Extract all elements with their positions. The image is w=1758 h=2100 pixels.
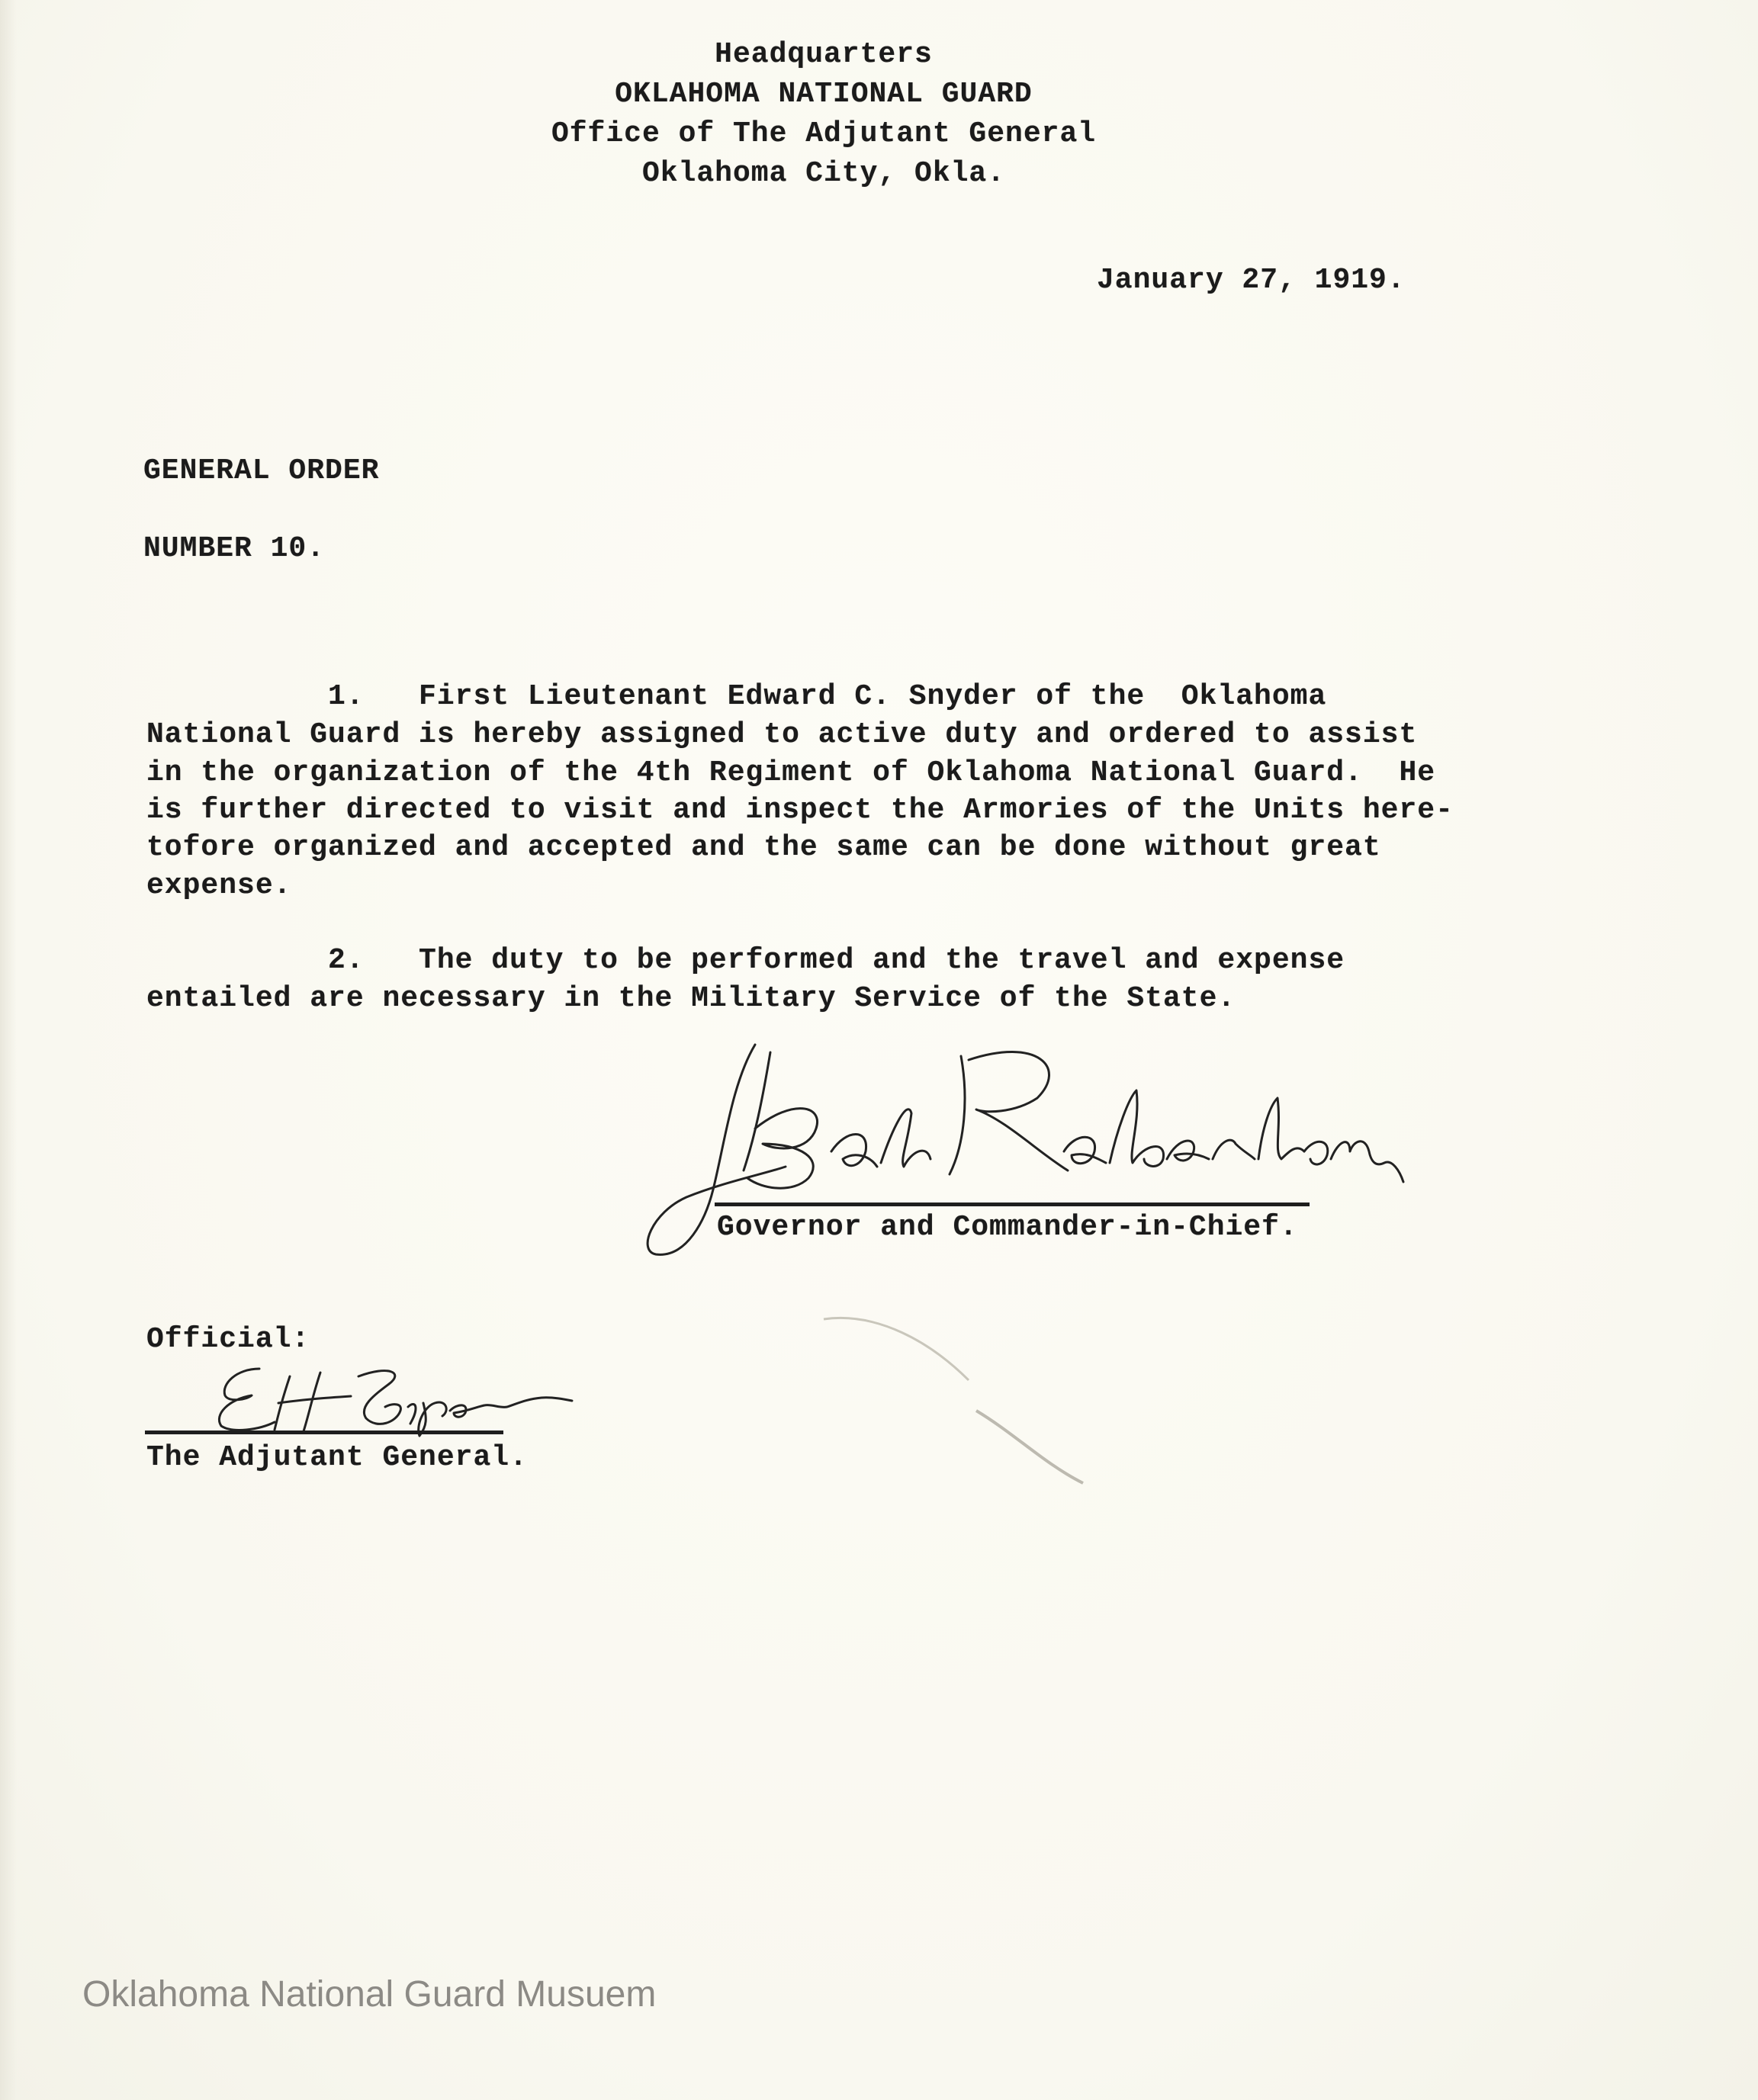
adjutant-signature-line (145, 1431, 503, 1434)
page-edge-shadow (0, 0, 17, 2100)
official-label: Official: (146, 1323, 310, 1356)
letterhead-office: Office of The Adjutant General (551, 117, 1097, 150)
paragraph-line: in the organization of the 4th Regiment of Oklahoma National Guard. He (146, 756, 1436, 789)
paragraph-line: National Guard is hereby assigned to active duty and ordered to assist (146, 718, 1418, 751)
paragraph-line: entailed are necessary in the Military Service of the State. (146, 982, 1236, 1015)
letterhead-city: Oklahoma City, Okla. (641, 157, 1006, 190)
order-title: GENERAL ORDER (143, 454, 380, 487)
adjutant-title: The Adjutant General. (146, 1441, 528, 1474)
museum-watermark: Oklahoma National Guard Musuem (82, 1974, 657, 2015)
adjutant-signature (206, 1361, 580, 1437)
paragraph-line: is further directed to visit and inspect the Armories of the Units here- (146, 794, 1454, 827)
paragraph-line: tofore organized and accepted and the same can be done without great (146, 831, 1381, 864)
letterhead-headquarters: Headquarters (715, 38, 933, 71)
paper-crease-mark (816, 1312, 1144, 1495)
letterhead-organization: OKLAHOMA NATIONAL GUARD (615, 78, 1033, 111)
paragraph-line: expense. (146, 869, 292, 902)
paragraph-line: 1. First Lieutenant Edward C. Snyder of the Oklahoma (146, 680, 1327, 713)
paragraph-line: 2. The duty to be performed and the travel and expense (146, 944, 1345, 977)
document-date: January 27, 1919. (1097, 264, 1406, 297)
governor-signature-line (715, 1203, 1310, 1206)
governor-title: Governor and Commander-in-Chief. (717, 1211, 1298, 1244)
letterhead (427, 35, 1220, 194)
order-number: NUMBER 10. (143, 532, 326, 565)
